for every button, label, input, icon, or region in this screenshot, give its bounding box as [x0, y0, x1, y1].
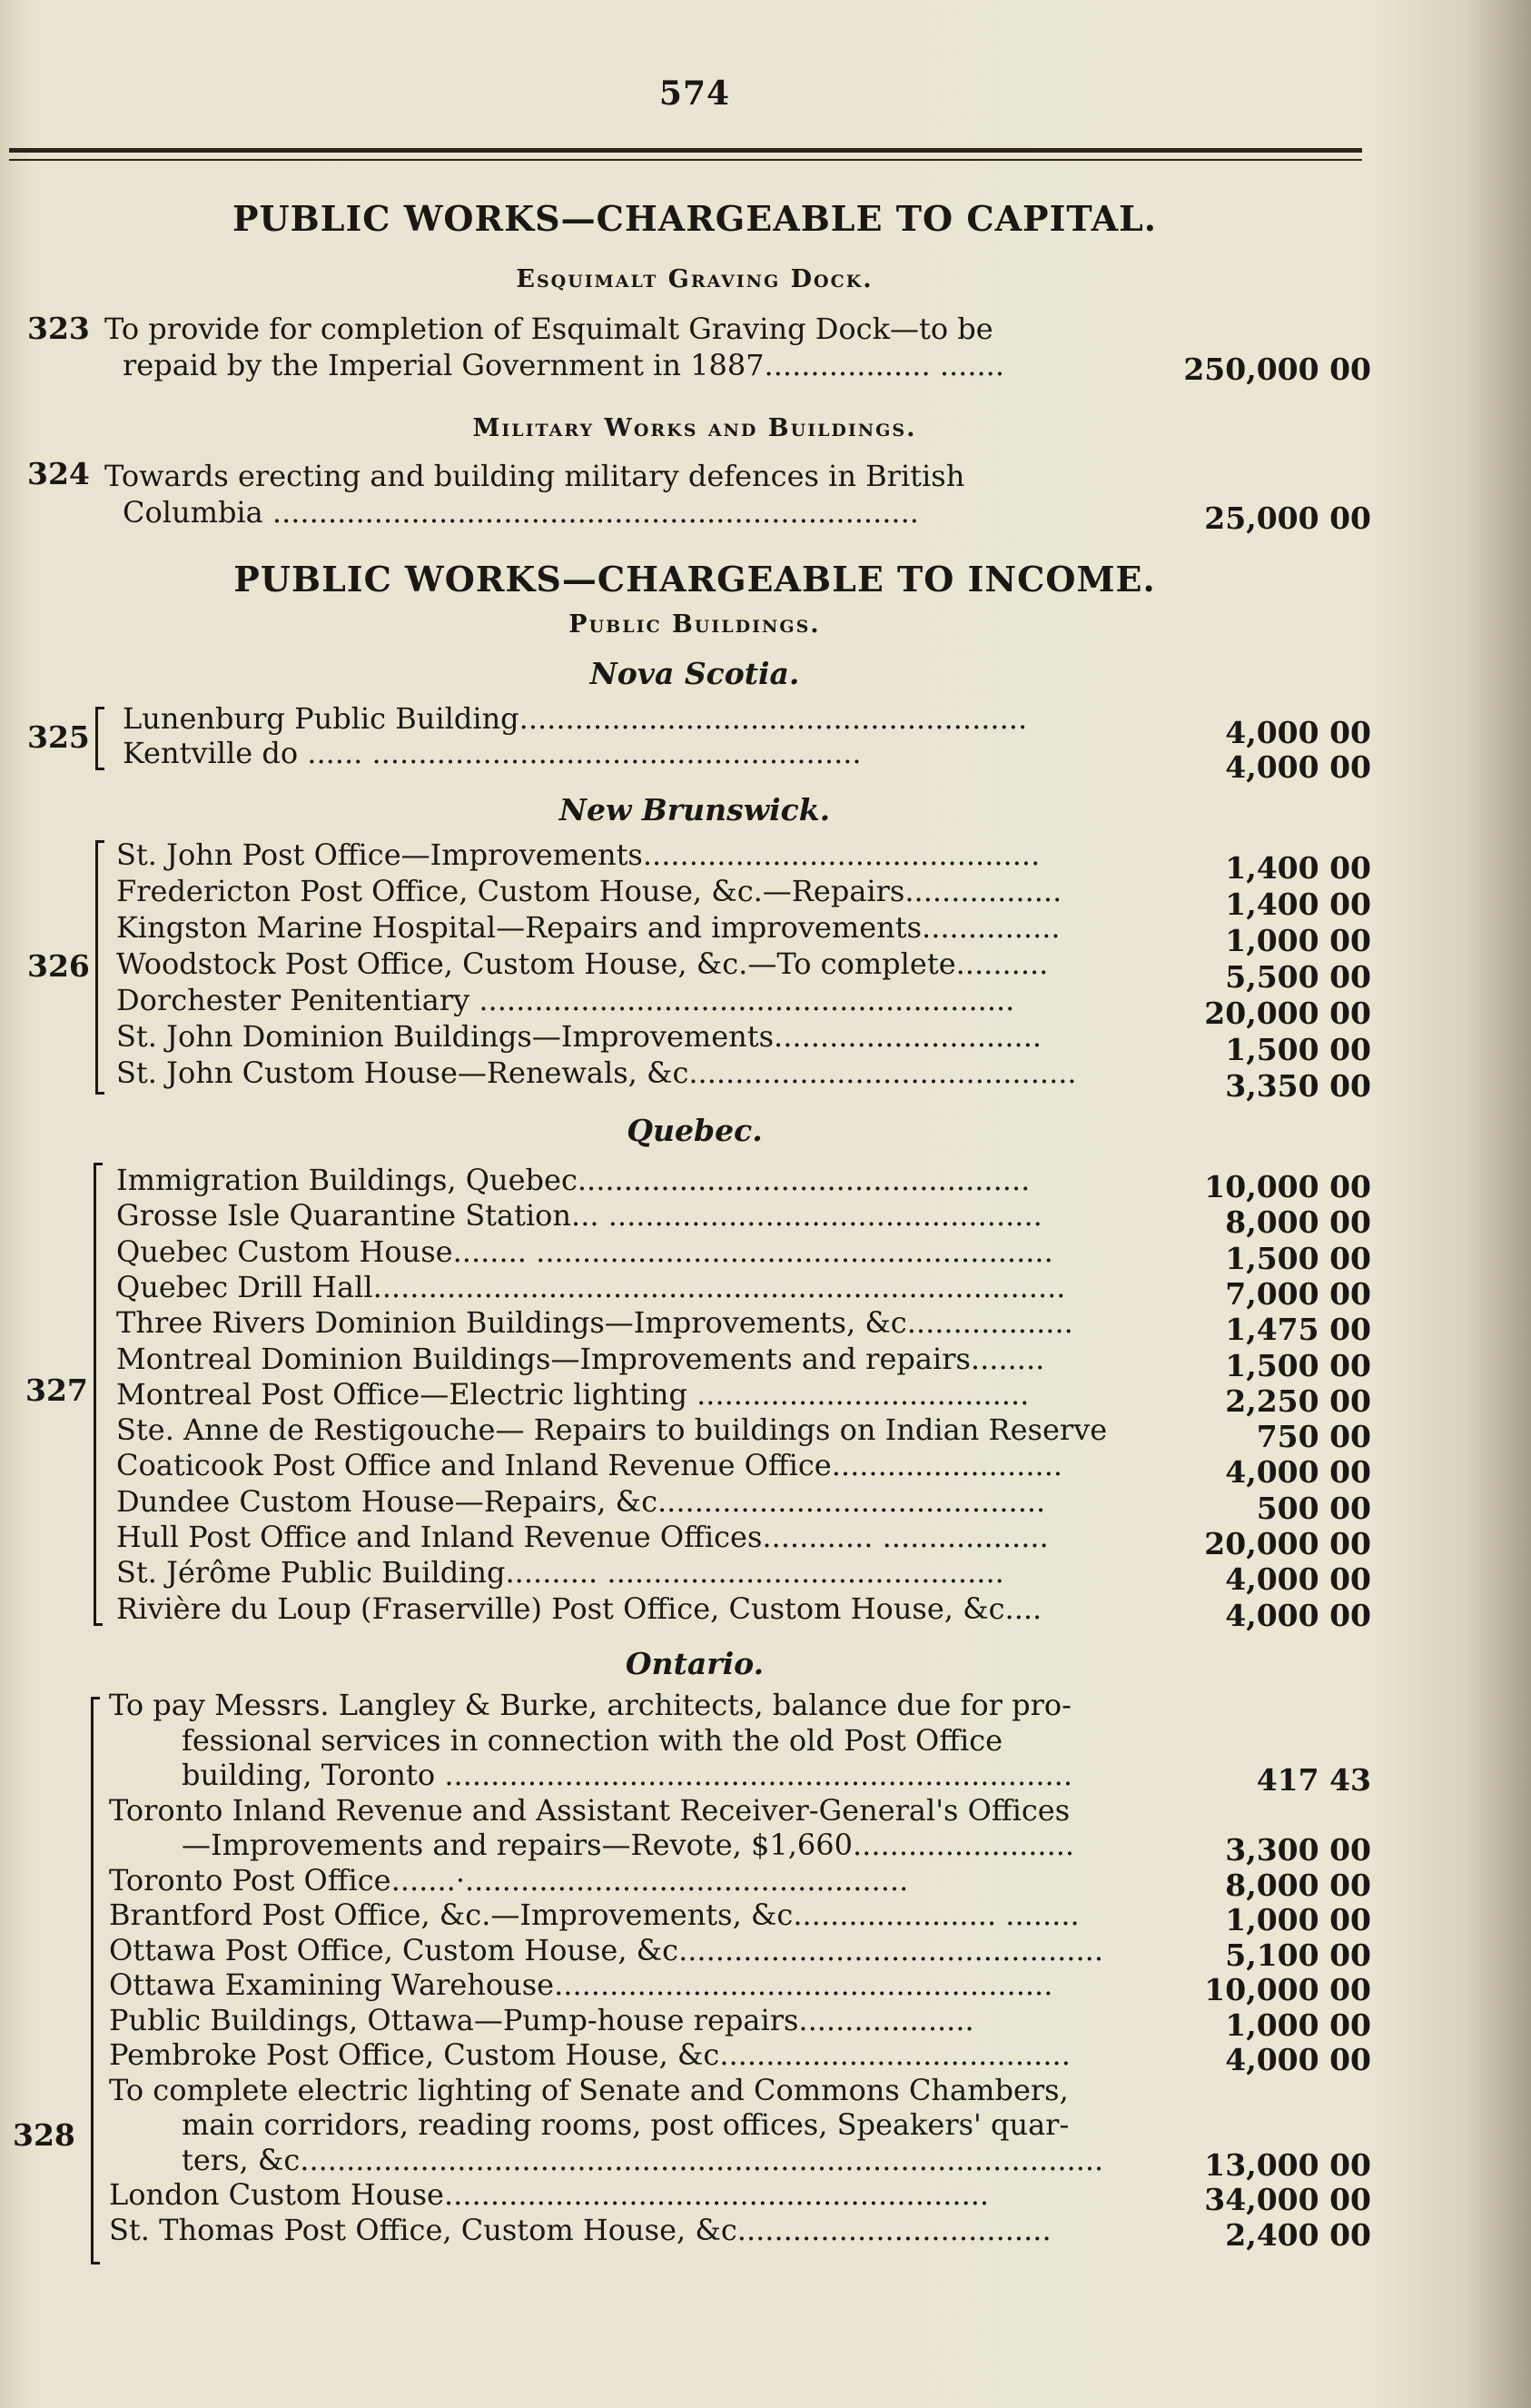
header-rule-thin [9, 159, 1362, 161]
ontario-item-amount: 1,000 00 [1225, 2007, 1371, 2043]
ontario-item-text: fessional services in connection with the old Post Office [182, 1722, 1003, 1758]
quebec-item-text: Dundee Custom House—Repairs, &c.......................................... [116, 1483, 1046, 1519]
subheading-esquimalt: Esquimalt Graving Dock. [516, 265, 874, 293]
section-heading-capital: PUBLIC WORKS—CHARGEABLE TO CAPITAL. [232, 198, 1158, 239]
new-brunswick-item-text: Dorchester Penitentiary .......................................................... [116, 983, 1015, 1017]
nova-scotia-item-amount: 4,000 00 [1225, 715, 1371, 750]
new-brunswick-item-amount: 20,000 00 [1204, 996, 1371, 1031]
quebec-item-text: Immigration Buildings, Quebec................................................. [116, 1163, 1031, 1197]
ontario-item-text: To pay Messrs. Langley & Burke, architects, balance due for pro- [109, 1688, 1072, 1722]
new-brunswick-item-amount: 5,500 00 [1225, 959, 1371, 995]
quebec-item-text: Montreal Post Office—Electric lighting .................................... [116, 1376, 1030, 1412]
ontario-item-amount: 13,000 00 [1204, 2146, 1371, 2183]
ontario-item-text: Brantford Post Office, &c.—Improvements, &c...................... ........ [109, 1898, 1080, 1932]
ontario-item-amount: 8,000 00 [1225, 1867, 1371, 1903]
new-brunswick-item-text: St. John Dominion Buildings—Improvements............................. [116, 1019, 1042, 1054]
new-brunswick-item-amount: 1,500 00 [1225, 1032, 1371, 1067]
new-brunswick-item-amount: 3,350 00 [1225, 1068, 1371, 1104]
quebec-item-text: Grosse Isle Quarantine Station... ............................................... [116, 1198, 1042, 1234]
vote-number-327: 327 [25, 1372, 88, 1408]
province-ontario: Ontario. [625, 1646, 765, 1681]
province-new-brunswick: New Brunswick. [558, 792, 831, 827]
province-nova-scotia: Nova Scotia. [589, 656, 800, 691]
vote-number-323: 323 [27, 311, 90, 346]
subheading-military: Military Works and Buildings. [472, 414, 917, 442]
quebec-item-amount: 4,000 00 [1225, 1561, 1371, 1598]
new-brunswick-item-text: Woodstock Post Office, Custom House, &c.—To complete.......... [116, 946, 1049, 981]
quebec-item-text: Ste. Anne de Restigouche— Repairs to buildings on Indian Reserve [116, 1412, 1108, 1448]
brace-327 [94, 1163, 105, 1626]
ontario-item-text: Ottawa Post Office, Custom House, &c.............................................. [109, 1932, 1103, 1967]
vote-number-328: 328 [13, 2117, 75, 2153]
quebec-item-amount: 7,000 00 [1225, 1275, 1371, 1312]
military-line-1: Towards erecting and building military defences in British [104, 459, 965, 493]
ontario-item-amount: 417 43 [1256, 1762, 1371, 1798]
ontario-item-text: building, Toronto .................................................................... [182, 1758, 1072, 1792]
ontario-item-text: Pembroke Post Office, Custom House, &c...................................... [109, 2037, 1071, 2072]
quebec-item-text: Quebec Drill Hall........................................................................... [116, 1269, 1066, 1304]
brace-328 [91, 1697, 103, 2264]
quebec-item-amount: 1,500 00 [1225, 1347, 1371, 1383]
quebec-item-amount: 500 00 [1256, 1490, 1371, 1526]
new-brunswick-item-text: Kingston Marine Hospital—Repairs and improvements............... [116, 910, 1061, 945]
new-brunswick-item-text: St. John Post Office—Improvements........................................... [116, 837, 1041, 872]
page-number: 574 [658, 74, 731, 113]
esquimalt-line-2: repaid by the Imperial Government in 1887.................. ....... [123, 348, 1005, 382]
province-quebec: Quebec. [627, 1113, 763, 1148]
header-rule-thick [9, 148, 1362, 153]
section-heading-income: PUBLIC WORKS—CHARGEABLE TO INCOME. [233, 559, 1156, 600]
ontario-item-amount: 5,100 00 [1225, 1937, 1371, 1973]
quebec-item-amount: 4,000 00 [1225, 1454, 1371, 1491]
vote-number-325: 325 [27, 719, 90, 755]
military-amount: 25,000 00 [1204, 500, 1371, 536]
brace-325 [95, 707, 107, 770]
vote-number-326: 326 [27, 948, 90, 984]
quebec-item-amount: 4,000 00 [1225, 1597, 1371, 1633]
quebec-item-amount: 2,250 00 [1225, 1382, 1371, 1419]
ontario-item-text: Ottawa Examining Warehouse...................................................... [109, 1967, 1053, 2002]
ontario-item-text: —Improvements and repairs—Revote, $1,660........................ [182, 1828, 1075, 1862]
subheading-public-buildings: Public Buildings. [568, 610, 821, 639]
quebec-item-text: St. Jérôme Public Building.......... ........................................... [116, 1555, 1004, 1590]
nova-scotia-item-text: Lunenburg Public Building....................................................... [123, 701, 1028, 736]
new-brunswick-item-text: St. John Custom House—Renewals, &c.......................................... [116, 1055, 1077, 1090]
ontario-item-amount: 10,000 00 [1204, 1972, 1371, 2007]
new-brunswick-item-text: Fredericton Post Office, Custom House, &c.—Repairs................. [116, 874, 1062, 908]
quebec-item-amount: 1,475 00 [1225, 1312, 1371, 1348]
ontario-item-text: London Custom House........................................................... [109, 2177, 990, 2212]
new-brunswick-item-amount: 1,400 00 [1225, 850, 1371, 886]
quebec-item-amount: 1,500 00 [1225, 1240, 1371, 1276]
new-brunswick-item-amount: 1,000 00 [1225, 923, 1371, 958]
brace-326 [95, 840, 107, 1095]
nova-scotia-item-amount: 4,000 00 [1225, 749, 1371, 785]
ontario-item-text: St. Thomas Post Office, Custom House, &c.................................. [109, 2212, 1052, 2247]
military-line-2: Columbia ...................................................................... [123, 495, 919, 530]
ontario-item-text: ters, &c....................................................................................... [182, 2142, 1104, 2177]
quebec-item-amount: 20,000 00 [1204, 1526, 1371, 1561]
ontario-item-amount: 2,400 00 [1225, 2216, 1371, 2253]
ontario-item-text: Public Buildings, Ottawa—Pump-house repairs................... [109, 2002, 974, 2037]
quebec-item-amount: 8,000 00 [1225, 1204, 1371, 1241]
quebec-item-text: Quebec Custom House........ ........................................................ [116, 1234, 1053, 1269]
ontario-item-amount: 3,300 00 [1225, 1832, 1371, 1868]
ontario-item-text: main corridors, reading rooms, post offices, Speakers' quar- [182, 2107, 1070, 2142]
ontario-item-text: Toronto Inland Revenue and Assistant Receiver-General's Offices [109, 1792, 1071, 1828]
quebec-item-text: Montreal Dominion Buildings—Improvements and repairs........ [116, 1341, 1045, 1376]
ontario-item-amount: 1,000 00 [1225, 1902, 1371, 1937]
quebec-item-text: Hull Post Office and Inland Revenue Offices............ .................. [116, 1520, 1049, 1554]
ontario-item-amount: 34,000 00 [1204, 2182, 1371, 2217]
quebec-item-text: Coaticook Post Office and Inland Revenue Office......................... [116, 1448, 1063, 1483]
page-edge-shadow [1467, 0, 1531, 2408]
quebec-item-text: Three Rivers Dominion Buildings—Improvements, &c.................. [116, 1305, 1073, 1341]
ontario-item-text: Toronto Post Office.......·................................................ [109, 1862, 909, 1898]
ontario-item-text: To complete electric lighting of Senate and Commons Chambers, [109, 2072, 1069, 2107]
esquimalt-amount: 250,000 00 [1183, 352, 1371, 387]
esquimalt-line-1: To provide for completion of Esquimalt Graving Dock—to be [104, 312, 993, 346]
vote-number-324: 324 [27, 456, 90, 491]
quebec-item-amount: 750 00 [1256, 1419, 1371, 1455]
ontario-item-amount: 4,000 00 [1225, 2042, 1371, 2077]
nova-scotia-item-text: Kentville do ...... ..................................................... [123, 736, 862, 770]
quebec-item-text: Rivière du Loup (Fraserville) Post Office, Custom House, &c.... [116, 1590, 1042, 1626]
new-brunswick-item-amount: 1,400 00 [1225, 887, 1371, 922]
quebec-item-amount: 10,000 00 [1204, 1169, 1371, 1204]
